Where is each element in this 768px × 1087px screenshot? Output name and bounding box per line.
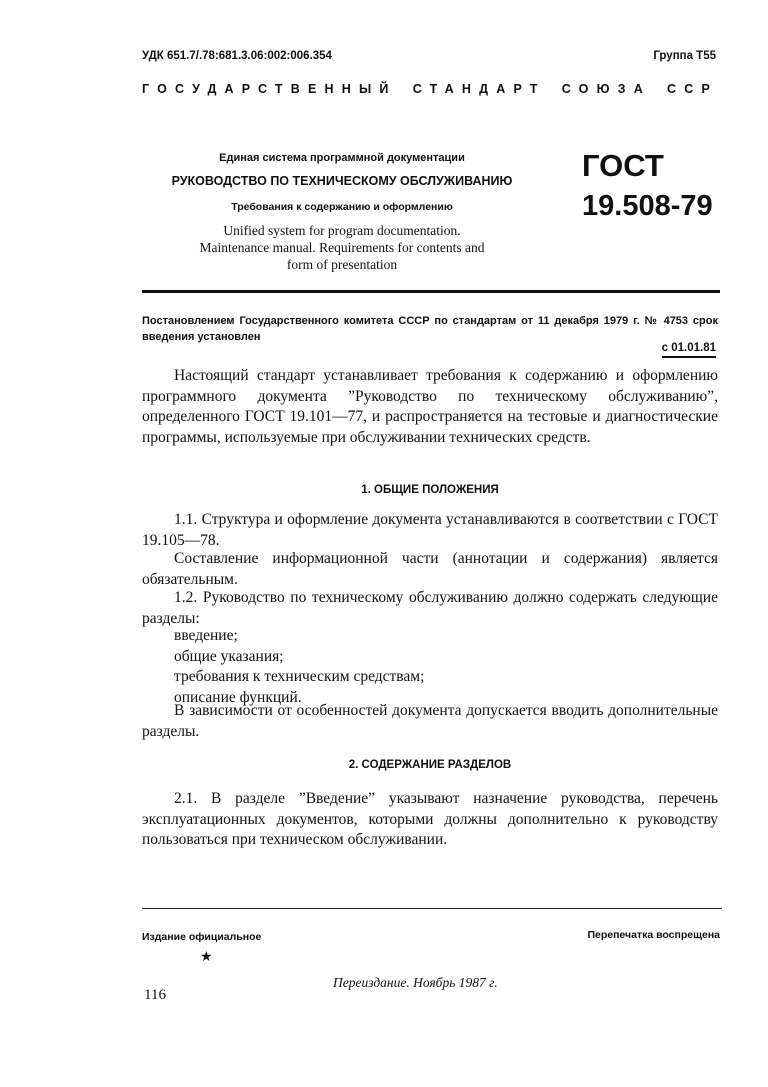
english-title (142, 222, 542, 273)
state-standard-banner (142, 82, 718, 96)
decree-text: Постановлением Государственного комитета СССР по стандартам от 11 декабря 1979 г. № 4753 срок введения установлен (142, 315, 718, 343)
system-name: Единая система программной документации (219, 152, 465, 164)
state-standard-word: СТАНДАРТ (412, 82, 546, 96)
edition-note: Издание официальное (142, 931, 262, 943)
section-heading: 1. ОБЩИЕ ПОЛОЖЕНИЯ (361, 484, 499, 496)
udk-code: УДК 651.7/.78:681.3.06:002:006.354 (142, 50, 332, 62)
paragraph-2-1: 2.1. В разделе ”Введение” указывают назначение руководства, перечень эксплуатационных документов, которыми должны дополнительно к руководству пользоваться при техническом обслуживании. (142, 790, 718, 848)
paragraph-1-1: 1.1. Структура и оформление документа устанавливаются в соответствии с ГОСТ 19.105—78. (142, 511, 718, 549)
page-number: 116 (144, 987, 166, 1003)
paragraph-1-1-info: Составление информационной части (аннотации и содержания) является обязательным. (142, 550, 718, 588)
list-item: введение; (174, 627, 238, 644)
state-standard-word: ГОСУДАРСТВЕННЫЙ (142, 82, 397, 96)
english-title-line: Maintenance manual. Requirements for contents and (199, 240, 485, 255)
gost-label: ГОСТ (582, 148, 664, 183)
paragraph-1-2: 1.2. Руководство по техническому обслуживанию должно содержать следующие разделы: (142, 589, 718, 627)
list-item: требования к техническим средствам; (174, 668, 425, 685)
section-heading: 2. СОДЕРЖАНИЕ РАЗДЕЛОВ (348, 759, 512, 771)
document-subtitle: Требования к содержанию и оформлению (231, 201, 453, 213)
document-title: РУКОВОДСТВО ПО ТЕХНИЧЕСКОМУ ОБСЛУЖИВАНИЮ (171, 174, 513, 188)
star-icon: ★ (200, 948, 213, 964)
list-item: описание функций. (174, 688, 302, 706)
reissue-note: Переиздание. Ноябрь 1987 г. (333, 975, 498, 990)
intro-paragraph: Настоящий стандарт устанавливает требования к содержанию и оформлению программного документа ”Руководство по техническому обслуживанию”, определенного ГОСТ 19.101—77, и распространяется на тестовые и диагностические программы, используемые при обслуживании технических средств. (142, 367, 718, 446)
english-title-line: form of presentation (286, 257, 398, 272)
header-divider (142, 290, 720, 293)
section-list (142, 626, 718, 708)
gost-number: 19.508-79 (582, 190, 713, 222)
reprint-note: Перепечатка воспрещена (587, 929, 720, 941)
state-standard-word: СОЮЗА (561, 82, 651, 96)
effective-date: с 01.01.81 (662, 342, 716, 358)
state-standard-word: ССР (667, 82, 718, 96)
english-title-line: Unified system for program documentation. (223, 223, 461, 238)
footer-divider (142, 908, 722, 909)
paragraph-1-2-additional: В зависимости от особенностей документа допускается вводить дополнительные разделы. (142, 702, 718, 740)
group-code: Группа Т55 (653, 50, 716, 62)
list-item: общие указания; (174, 647, 284, 665)
